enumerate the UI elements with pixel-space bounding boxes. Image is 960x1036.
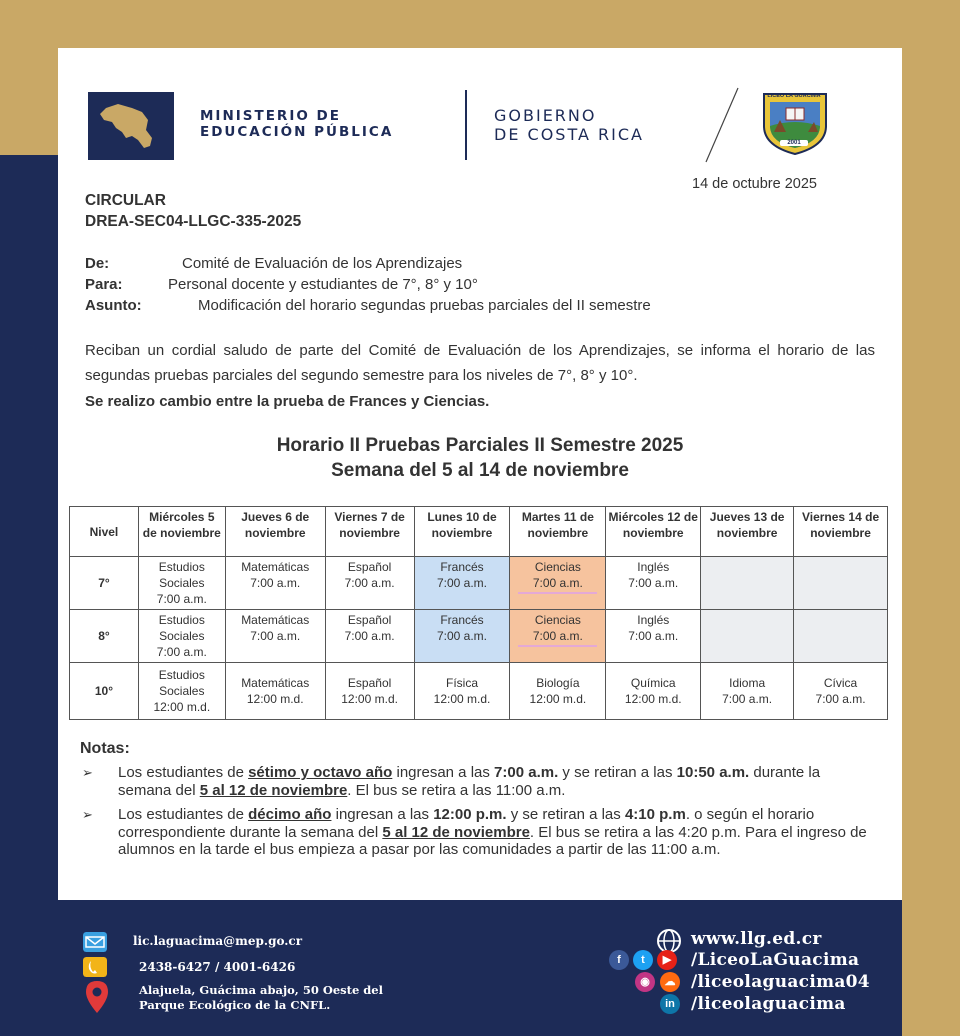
- level-cell: 7°: [70, 557, 139, 610]
- table-cell-empty: [701, 610, 794, 663]
- table-cell: Español 12:00 m.d.: [325, 663, 414, 720]
- header-cell: Lunes 10 de noviembre: [414, 507, 510, 557]
- table-header-row: [70, 507, 888, 557]
- arrow-bullet-icon: ➢: [82, 765, 93, 780]
- table-row: [70, 610, 888, 663]
- table-cell-highlight: Ciencias 7:00 a.m.: [510, 557, 606, 610]
- level-cell: 8°: [70, 610, 139, 663]
- note-item: ➢ Los estudiantes de décimo año ingresan a las 12:00 p.m. y se retiran a las 4:10 p.m. o según el horario correspondiente durante la semana del 5 al 12 de noviembre. El bus se retira a las 4:20 p.m. Para el ingreso de alumnos en la tarde el bus empieza a pasar por las comunidades a partir de las 11:00 a.m.: [82, 806, 867, 858]
- header-cell: Miércoles 12 de noviembre: [606, 507, 701, 557]
- table-cell: Inglés 7:00 a.m.: [606, 557, 701, 610]
- header-cell: Miércoles 5 de noviembre: [138, 507, 225, 557]
- table-cell: Español 7:00 a.m.: [325, 610, 414, 663]
- table-cell: Cívica 7:00 a.m.: [794, 663, 888, 720]
- header-divider: [465, 90, 467, 160]
- header-slash-divider: [704, 86, 740, 164]
- table-cell-empty: [794, 557, 888, 610]
- background-gold-side: [902, 0, 960, 1036]
- header-cell: Martes 11 de noviembre: [510, 507, 606, 557]
- circular-heading: CIRCULAR DREA-SEC04-LLGC-335-2025: [85, 192, 302, 230]
- table-cell: Matemáticas 12:00 m.d.: [225, 663, 325, 720]
- circular-document: [58, 48, 902, 900]
- youtube-icon[interactable]: ▶: [657, 950, 677, 970]
- from-label: De:: [85, 255, 110, 272]
- header-cell: Jueves 13 de noviembre: [701, 507, 794, 557]
- table-cell-empty: [701, 557, 794, 610]
- table-cell: Estudios Sociales 7:00 a.m.: [138, 557, 225, 610]
- level-cell: 10°: [70, 663, 139, 720]
- soundcloud-icon[interactable]: ☁: [660, 972, 680, 992]
- table-cell: Química 12:00 m.d.: [606, 663, 701, 720]
- header-cell: Nivel: [70, 507, 139, 557]
- table-cell: Español 7:00 a.m.: [325, 557, 414, 610]
- ministry-name: MINISTERIO DE EDUCACIÓN PÚBLICA: [200, 108, 394, 140]
- table-cell: Estudios Sociales 12:00 m.d.: [138, 663, 225, 720]
- from-value: Comité de Evaluación de los Aprendizajes: [182, 255, 463, 272]
- crest-label: LICEO LA GUACIMA: [767, 93, 821, 99]
- linkedin-icon[interactable]: in: [660, 994, 680, 1014]
- website-link[interactable]: www.llg.ed.cr: [691, 929, 822, 949]
- subject-label: Asunto:: [85, 297, 142, 314]
- to-value: Personal docente y estudiantes de 7°, 8° y 10°: [168, 276, 478, 293]
- subject-value: Modificación del horario segundas pruebas parciales del II semestre: [198, 297, 651, 314]
- phone-icon: [83, 957, 107, 977]
- header-cell: Viernes 14 de noviembre: [794, 507, 888, 557]
- table-cell-highlight: Francés 7:00 a.m.: [414, 557, 510, 610]
- footer-phone[interactable]: 2438-6427 / 4001-6426: [139, 960, 296, 974]
- social-handle-3[interactable]: /liceolaguacima: [691, 994, 846, 1014]
- to-label: Para:: [85, 276, 123, 293]
- footer-email[interactable]: lic.laguacima@mep.go.cr: [133, 934, 303, 948]
- government-name: GOBIERNO DE COSTA RICA: [494, 106, 644, 144]
- table-cell: Matemáticas 7:00 a.m.: [225, 557, 325, 610]
- arrow-bullet-icon: ➢: [82, 807, 93, 822]
- twitter-icon[interactable]: t: [633, 950, 653, 970]
- header-cell: Viernes 7 de noviembre: [325, 507, 414, 557]
- table-cell: Física 12:00 m.d.: [414, 663, 510, 720]
- table-cell: Matemáticas 7:00 a.m.: [225, 610, 325, 663]
- school-crest-icon: [760, 92, 830, 156]
- crest-year: 2001: [780, 140, 808, 146]
- facebook-icon[interactable]: f: [609, 950, 629, 970]
- table-cell-highlight: Ciencias 7:00 a.m.: [510, 610, 606, 663]
- table-cell-highlight: Francés 7:00 a.m.: [414, 610, 510, 663]
- footer-address: Alajuela, Guácima abajo, 50 Oeste del Parque Ecológico de la CNFL.: [139, 983, 383, 1012]
- table-cell: Estudios Sociales 7:00 a.m.: [138, 610, 225, 663]
- header-cell: Jueves 6 de noviembre: [225, 507, 325, 557]
- social-handle-2[interactable]: /liceolaguacima04: [691, 972, 870, 992]
- table-cell-empty: [794, 610, 888, 663]
- table-row: [70, 557, 888, 610]
- location-pin-icon: [85, 980, 109, 1014]
- exam-schedule-table: [69, 506, 888, 720]
- costa-rica-map-logo: [88, 92, 174, 160]
- note-item: ➢ Los estudiantes de sétimo y octavo año ingresan a las 7:00 a.m. y se retiran a las 10:50 a.m. durante la semana del 5 al 12 de noviembre. El bus se retira a las 11:00 a.m.: [82, 764, 821, 799]
- document-date: 14 de octubre 2025: [692, 176, 817, 192]
- table-cell: Biología 12:00 m.d.: [510, 663, 606, 720]
- table-cell: Idioma 7:00 a.m.: [701, 663, 794, 720]
- notes-title: Notas:: [80, 740, 130, 757]
- schedule-title: Horario II Pruebas Parciales II Semestre 2025 Semana del 5 al 14 de noviembre: [276, 435, 684, 481]
- table-cell: Inglés 7:00 a.m.: [606, 610, 701, 663]
- change-notice: Se realizo cambio entre la prueba de Frances y Ciencias.: [85, 393, 490, 410]
- intro-paragraph: Reciban un cordial saludo de parte del Comité de Evaluación de los Aprendizajes, se informa el horario de las segundas pruebas parciales del segundo semestre para los niveles de 7°, 8° y 10°.: [85, 342, 875, 384]
- instagram-icon[interactable]: ◉: [635, 972, 655, 992]
- social-handle-1[interactable]: /LiceoLaGuacima: [691, 950, 860, 970]
- email-icon: [83, 932, 107, 952]
- table-row: [70, 663, 888, 720]
